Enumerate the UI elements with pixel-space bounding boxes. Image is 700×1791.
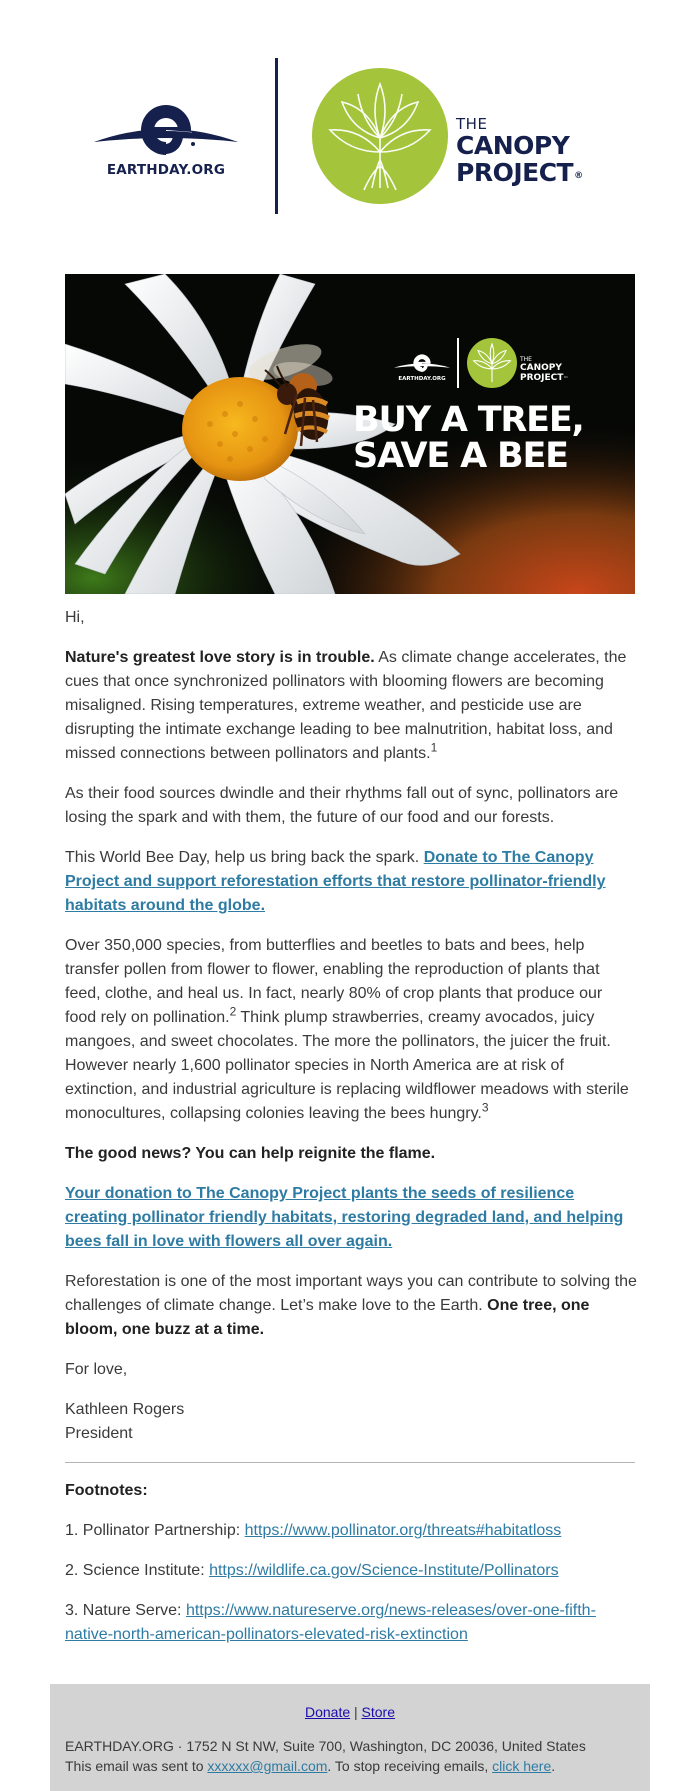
hero-headline-line1: BUY A TREE,	[353, 400, 584, 440]
footnote-ref-3: 3	[481, 1100, 489, 1115]
hero-canopy-tree-icon	[467, 338, 517, 388]
reforestation-bold: One tree, one bloom, one buzz at a time.	[65, 1297, 590, 1338]
email-body	[65, 606, 637, 1663]
paragraph-intro	[65, 646, 637, 766]
canopy-line2: PROJECT	[456, 158, 574, 187]
hero-canopy-tm: ™	[563, 376, 569, 382]
logo-divider	[275, 58, 278, 214]
footnote-label-1: 1. Pollinator Partnership:	[65, 1522, 245, 1539]
species-text-b: Think plump strawberries, creamy avocados, juicy mangoes, and sweet chocolates. The more the pollinators, the juicer the fruit. However nearly 1,600 pollinator species in North America are at risk of extinction, and industrial agriculture is replacing wildflower meadows with sterile monocultures, collapsing colonies leaving the bees hungry.	[65, 1009, 629, 1122]
footer-store-link[interactable]: Store	[361, 1704, 396, 1720]
canopy-line1: CANOPY	[456, 131, 570, 160]
footnote-item-2	[65, 1559, 637, 1583]
footer-end-period: .	[551, 1758, 556, 1774]
footnote-label-3: 3. Nature Serve:	[65, 1602, 186, 1619]
footnote-label-2: 2. Science Institute:	[65, 1562, 210, 1579]
paragraph-reforestation	[65, 1270, 637, 1342]
paragraph-world-bee-day	[65, 846, 637, 918]
earthday-wordmark: EARTHDAY.ORG	[106, 162, 226, 178]
hero-logos	[377, 336, 577, 392]
hero-headline	[353, 402, 623, 474]
signoff: For love,	[65, 1361, 128, 1378]
intro-text: As climate change accelerates, the cues that once synchronized pollinators with blooming flowers are becoming misaligned. Rising temperatures, extreme weather, and pesticide use are disrupting the intimate exchange leading to bee malnutrition, habitat loss, and missed connections between pollinators and plants.	[65, 649, 627, 762]
footer-email-link[interactable]: xxxxxx@gmail.com	[207, 1758, 328, 1774]
donation-resilience-link[interactable]: Your donation to The Canopy Project plants the seeds of resilience creating pollinator friendly habitats, restoring degraded land, and helping bees fall in love with flowers all over again.	[65, 1185, 624, 1250]
footnote-item-3	[65, 1599, 637, 1647]
hero-logo-divider	[457, 338, 459, 388]
footer-address: EARTHDAY.ORG · 1752 N St NW, Suite 700, Washington, DC 20036, United States	[65, 1738, 586, 1754]
paragraph-species	[65, 934, 637, 1126]
registered-mark: ®	[574, 171, 583, 181]
signer-title: President	[65, 1425, 133, 1442]
earthday-logo[interactable]	[92, 96, 240, 186]
canopy-tree-icon[interactable]	[312, 68, 448, 204]
footnote-link-2[interactable]: https://wildlife.ca.gov/Science-Institute/Pollinators	[209, 1562, 559, 1579]
footer-sent-prefix: This email was sent to	[65, 1758, 208, 1774]
unsubscribe-link[interactable]: click here	[492, 1758, 552, 1774]
footer-stop-text: . To stop receiving emails,	[327, 1758, 493, 1774]
hero-canopy-the: THE	[520, 356, 532, 363]
footer-separator: |	[350, 1704, 362, 1720]
logo-header	[0, 0, 700, 274]
footnote-ref-2: 2	[229, 1004, 237, 1019]
signer-name: Kathleen Rogers	[65, 1401, 185, 1418]
paragraph-good-news	[65, 1142, 637, 1166]
earthday-e-icon	[92, 96, 240, 166]
hero-earthday-wordmark: EARTHDAY.ORG	[398, 376, 446, 382]
footer-donate-link[interactable]: Donate	[304, 1704, 351, 1720]
reforestation-text: Reforestation is one of the most important ways you can contribute to solving the challenges of climate change. Let’s make love to the Earth.	[65, 1273, 637, 1314]
footnotes-title: Footnotes:	[65, 1482, 148, 1499]
footnote-item-1	[65, 1519, 637, 1543]
footer-links	[50, 1702, 650, 1722]
canopy-wordmark	[456, 116, 583, 186]
species-text-a: Over 350,000 species, from butterflies and beetles to bats and bees, help transfer pollen from flower to flower, enabling the reproduction of plants that feed, clothe, and heal us. In fact, nearly 80% of crop plants that produce our food rely on pollination.	[65, 937, 603, 1026]
footer-address-block	[65, 1736, 645, 1776]
footnotes-divider	[65, 1462, 635, 1463]
paragraph-donation-link	[65, 1182, 637, 1254]
hero-headline-line2: SAVE A BEE	[353, 436, 568, 476]
paragraph-food-sources: As their food sources dwindle and their rhythms fall out of sync, pollinators are losing the spark and with them, the future of our food and our forests.	[65, 785, 619, 826]
footnote-ref-1: 1	[430, 740, 438, 755]
good-news-bold: The good news? You can help reignite the flame.	[65, 1145, 436, 1162]
hero-banner[interactable]	[65, 274, 635, 594]
hero-canopy-line1: CANOPY	[520, 363, 562, 373]
footnote-link-1[interactable]: https://www.pollinator.org/threats#habitatloss	[244, 1522, 562, 1539]
greeting: Hi,	[65, 609, 85, 626]
signature	[65, 1398, 637, 1446]
email-footer	[50, 1684, 650, 1791]
hero-canopy-line2: PROJECT	[520, 373, 564, 383]
hero-canopy-wordmark	[520, 356, 568, 384]
canopy-the: THE	[456, 115, 488, 133]
donate-canopy-link[interactable]: Donate to The Canopy Project and support reforestation efforts that restore pollinator-friendly habitats around the globe.	[65, 849, 606, 914]
intro-bold: Nature's greatest love story is in trouble.	[65, 649, 375, 666]
footnote-link-3[interactable]: https://www.natureserve.org/news-releases/over-one-fifth-native-north-american-pollinators-elevated-risk-extinction	[65, 1602, 596, 1643]
bee-day-text: This World Bee Day, help us bring back the spark.	[65, 849, 424, 866]
